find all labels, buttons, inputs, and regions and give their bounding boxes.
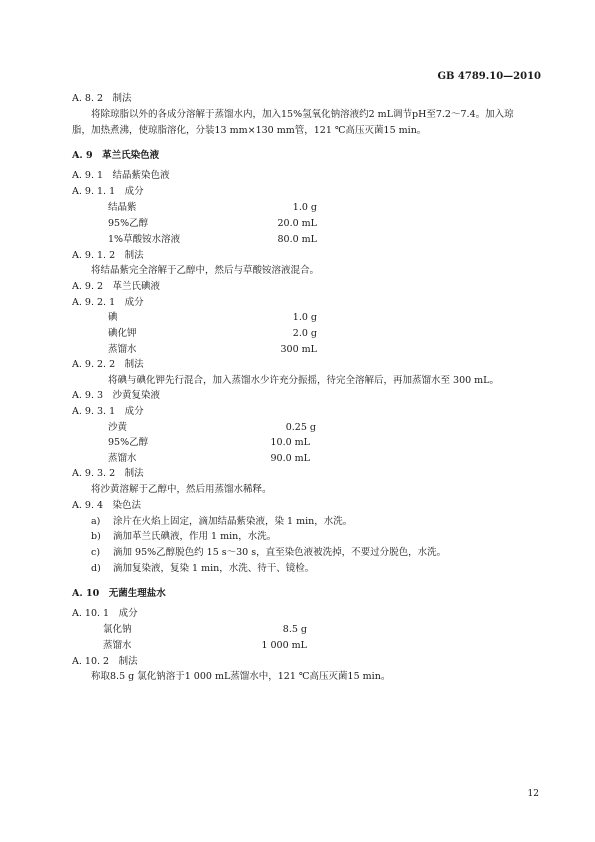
composition-heading-a10-1: A. 10. 1 成分	[72, 608, 138, 619]
method-text-a9-3-2: 将沙黄溶解于乙醇中，然后用蒸馏水稀释。	[91, 484, 272, 495]
ingredient-amount: 1 000 mL	[261, 640, 307, 651]
method-text-a9-1-2: 将结晶紫完全溶解于乙醇中，然后与草酸铵溶液混合。	[91, 265, 320, 276]
document-header: GB 4789.10—2010	[437, 71, 541, 82]
ingredient-amount: 2.0 g	[292, 328, 317, 339]
step-marker: c)	[91, 547, 101, 558]
ingredient-name: 结晶紫	[108, 202, 137, 213]
page-number: 12	[527, 789, 539, 799]
section-heading-a10: A. 10 无菌生理盐水	[72, 588, 166, 599]
step-marker: d)	[91, 563, 101, 574]
ingredient-amount: 1.0 g	[292, 312, 317, 323]
ingredient-name: 蒸馏水	[103, 640, 132, 651]
ingredient-name: 氯化钠	[103, 624, 132, 635]
method-heading-a9-2-2: A. 9. 2. 2 制法	[72, 359, 144, 370]
step-text: 滴加复染液，复染 1 min，水洗、待干、镜检。	[113, 563, 315, 574]
ingredient-amount: 0.25 g	[285, 422, 316, 433]
composition-heading-a9-2-1: A. 9. 2. 1 成分	[72, 297, 144, 308]
section-heading-a9: A. 9 革兰氏染色液	[72, 150, 160, 161]
subsection-heading-a9-4: A. 9. 4 染色法	[72, 500, 142, 511]
section-heading-a8-2: A. 8. 2 制法	[72, 93, 132, 104]
subsection-heading-a9-2: A. 9. 2 革兰氏碘液	[72, 281, 161, 292]
step-marker: b)	[91, 531, 101, 542]
ingredient-amount: 10.0 mL	[270, 437, 310, 448]
step-text: 滴加革兰氏碘液，作用 1 min，水洗。	[113, 531, 277, 542]
ingredient-name: 1%草酸铵水溶液	[108, 234, 181, 245]
ingredient-amount: 80.0 mL	[277, 234, 317, 245]
ingredient-name: 碘	[108, 312, 118, 323]
subsection-heading-a9-3: A. 9. 3 沙黄复染液	[72, 390, 161, 401]
step-text: 滴加 95%乙醇脱色约 15 s～30 s，直至染色液被洗掉，不要过分脱色，水洗。	[113, 547, 447, 558]
ingredient-name: 95%乙醇	[108, 437, 149, 448]
ingredient-name: 95%乙醇	[108, 218, 149, 229]
ingredient-amount: 8.5 g	[282, 624, 307, 635]
step-text: 涂片在火焰上固定，滴加结晶紫染液，染 1 min，水洗。	[113, 516, 353, 527]
subsection-heading-a9-1: A. 9. 1 结晶紫染色液	[72, 170, 170, 181]
composition-heading-a9-3-1: A. 9. 3. 1 成分	[72, 406, 144, 417]
ingredient-amount: 90.0 mL	[270, 453, 310, 464]
step-marker: a)	[91, 516, 101, 527]
method-heading-a9-1-2: A. 9. 1. 2 制法	[72, 250, 144, 261]
ingredient-amount: 1.0 g	[292, 202, 317, 213]
ingredient-name: 沙黄	[108, 422, 128, 433]
method-heading-a10-2: A. 10. 2 制法	[72, 656, 138, 667]
ingredient-amount: 300 mL	[280, 344, 317, 355]
method-text-a10-2: 称取8.5 g 氯化钠溶于1 000 mL蒸馏水中，121 ℃高压灭菌15 min。	[91, 671, 391, 682]
ingredient-name: 蒸馏水	[108, 344, 137, 355]
section-text-a8-2: 将除琼脂以外的各成分溶解于蒸馏水内，加入15%氢氧化钠溶液约2 mL调节pH至7.2～7.4。加入琼脂，加热煮沸，使琼脂溶化，分装13 mm×130 mm管，121 ℃高压灭菌15 min。	[72, 109, 514, 136]
method-heading-a9-3-2: A. 9. 3. 2 制法	[72, 468, 144, 479]
method-text-a9-2-2: 将碘与碘化钾先行混合，加入蒸馏水少许充分振摇，待完全溶解后，再加蒸馏水至 300 mL。	[108, 375, 499, 386]
ingredient-name: 碘化钾	[108, 328, 137, 339]
composition-heading-a9-1-1: A. 9. 1. 1 成分	[72, 186, 144, 197]
ingredient-amount: 20.0 mL	[277, 218, 317, 229]
ingredient-name: 蒸馏水	[108, 453, 137, 464]
